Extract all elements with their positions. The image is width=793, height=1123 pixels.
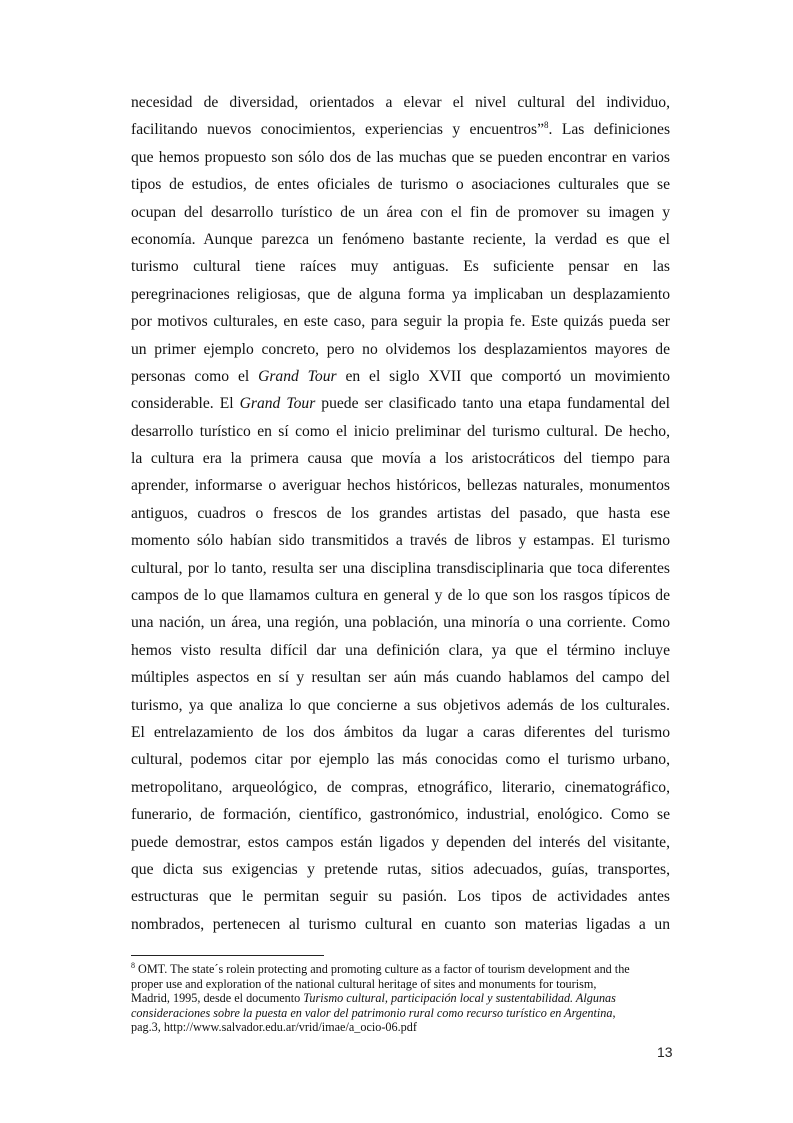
footnote-line	[131, 1006, 684, 1021]
body-line: economía. Aunque parezca un fenómeno bastante reciente, la verdad es que el	[131, 230, 670, 248]
footnote-document-title: Turismo cultural, participación local y sustentabilidad. Algunas	[303, 991, 616, 1006]
body-line	[131, 390, 670, 417]
body-line	[131, 363, 670, 390]
body-line: múltiples aspectos en sí y resultan ser aún más cuando hablamos del campo del	[131, 669, 670, 687]
body-line: momento sólo habían sido transmitidos a través de libros y estampas. El turismo	[131, 532, 670, 550]
body-line: por motivos culturales, en este caso, para seguir la propia fe. Este quizás pueda ser	[131, 313, 670, 331]
footnote-line	[131, 962, 684, 977]
body-line: ocupan del desarrollo turístico de un área con el fin de promover su imagen y	[131, 203, 670, 221]
footnote-reference: 8	[544, 120, 549, 131]
footnote-source-link[interactable]: pag.3, http://www.salvador.edu.ar/vrid/imae/a_ocio-06.pdf	[131, 1020, 417, 1035]
body-line: una nación, un área, una región, una población, una minoría o una corriente. Como	[131, 614, 670, 632]
body-text-segment: facilitando nuevos conocimientos, experiencias y encuentros”	[131, 121, 545, 139]
body-line: la cultura era la primera causa que movía a los aristocráticos del tiempo para	[131, 450, 670, 468]
body-line: funerario, de formación, científico, gastronómico, industrial, enológico. Como se	[131, 806, 670, 824]
footnote	[131, 962, 684, 1035]
footnote-document-title: consideraciones sobre la puesta en valor del patrimonio rural como recurso turístico en Argentina	[131, 1005, 613, 1020]
body-line: desarrollo turístico en sí como el inicio preliminar del turismo cultural. De hecho,	[131, 422, 670, 440]
footnote-text: ,	[612, 1005, 616, 1020]
footnote-line: proper use and exploration of the national cultural heritage of sites and monuments for tourism,	[131, 976, 597, 991]
body-text-segment: . Las definiciones	[548, 121, 671, 139]
body-line: turismo, ya que analiza lo que concierne a sus objetivos además de los culturales.	[131, 696, 670, 714]
body-line: turismo cultural tiene raíces muy antiguas. Es suficiente pensar en las	[131, 258, 670, 276]
body-line: nombrados, pertenecen al turismo cultural en cuanto son materias ligadas a un	[131, 915, 670, 933]
body-line: cultural, por lo tanto, resulta ser una disciplina transdisciplinaria que toca diferentes	[131, 559, 670, 577]
body-line: El entrelazamiento de los dos ámbitos da lugar a caras diferentes del turismo	[131, 723, 670, 741]
body-paragraph	[131, 89, 670, 938]
body-line: peregrinaciones religiosas, que de alguna forma ya implicaban un desplazamiento	[131, 285, 670, 303]
body-line: cultural, podemos citar por ejemplo las más conocidas como el turismo urbano,	[131, 751, 670, 769]
body-text-segment: considerable. El	[131, 395, 240, 413]
footnote-marker: 8	[131, 960, 135, 970]
body-line: que hemos propuesto son sólo dos de las muchas que se pueden encontrar en varios	[131, 148, 670, 166]
body-line: campos de lo que llamamos cultura en general y de lo que son los rasgos típicos de	[131, 587, 670, 605]
page-number: 13	[657, 1044, 673, 1060]
footnote-separator	[131, 955, 324, 956]
body-line: antiguos, cuadros o frescos de los grandes artistas del pasado, que hasta ese	[131, 504, 670, 522]
footnote-line	[131, 991, 684, 1006]
body-text-segment: en el siglo XVII que comportó un movimiento	[336, 367, 670, 385]
body-text-segment: puede ser clasificado tanto una etapa fundamental del	[315, 395, 670, 413]
body-line: hemos visto resulta difícil dar una definición clara, ya que el término incluye	[131, 641, 670, 659]
body-line: necesidad de diversidad, orientados a elevar el nivel cultural del individuo,	[131, 94, 670, 111]
italic-term: Grand Tour	[258, 367, 337, 385]
body-line: tipos de estudios, de entes oficiales de turismo o asociaciones culturales que se	[131, 176, 670, 194]
body-line: que dicta sus exigencias y pretende rutas, sitios adecuados, guías, transportes,	[131, 860, 670, 878]
italic-term: Grand Tour	[239, 395, 316, 413]
body-line: un primer ejemplo concreto, pero no olvidemos los desplazamientos mayores de	[131, 340, 670, 358]
body-text-segment: personas como el	[131, 367, 259, 385]
body-line: metropolitano, arqueológico, de compras, etnográfico, literario, cinematográfico,	[131, 778, 670, 796]
body-line: puede demostrar, estos campos están ligados y dependen del interés del visitante,	[131, 833, 670, 851]
body-line: aprender, informarse o averiguar hechos históricos, bellezas naturales, monumentos	[131, 477, 670, 495]
body-line: estructuras que le permitan seguir su pasión. Los tipos de actividades antes	[131, 888, 670, 906]
body-line	[131, 116, 670, 143]
footnote-text: Madrid, 1995, desde el documento	[131, 991, 304, 1006]
footnote-text: OMT. The state´s rolein protecting and promoting culture as a factor of tourism development and the	[135, 962, 630, 976]
